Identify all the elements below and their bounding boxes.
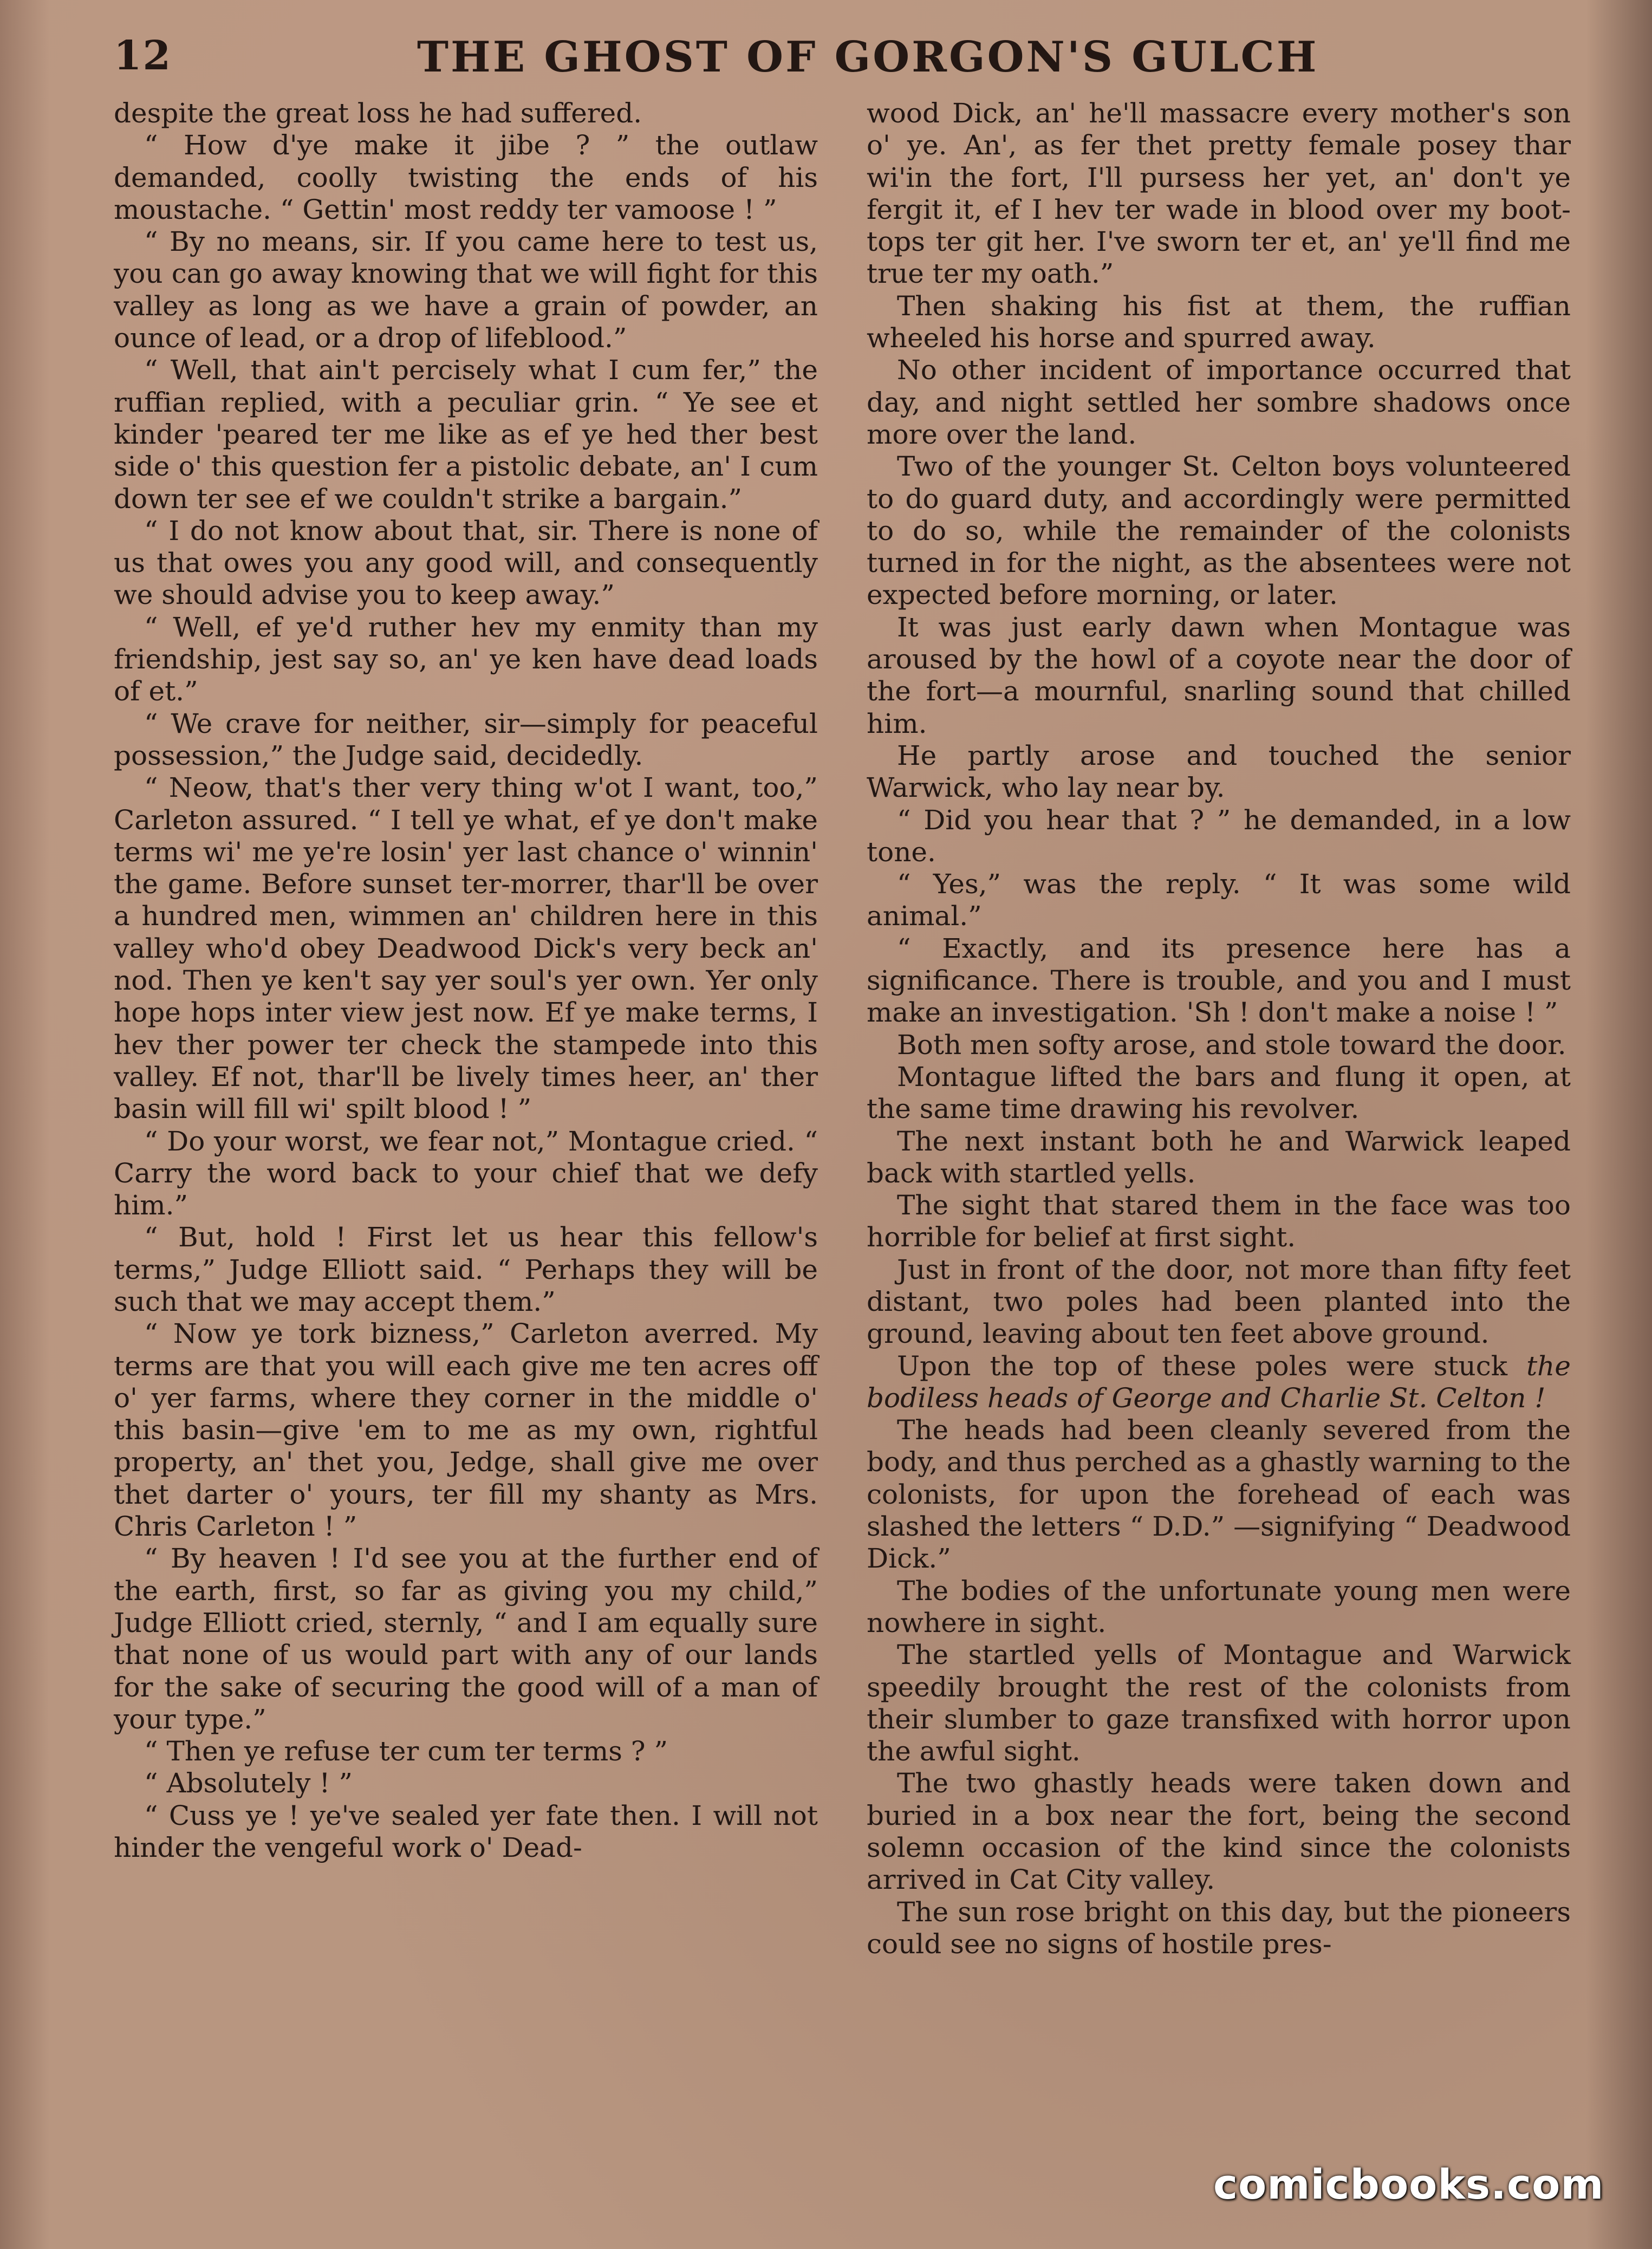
paragraph: “ Neow, that's ther very thing w'ot I want, too,” Carleton assured. “ I tell ye what, ef ye don't make terms wi' me ye're losin' yer last chance o' winnin' the game. Before sunset ter-morrer, thar'll be over a hundred men, wimmen an' children here in this valley who'd obey Deadwood Dick's very beck an' nod. Then ye ken't say yer soul's yer own. Yer only hope hops inter view jest now. Ef ye make terms, I hev ther power ter check the stampede into this valley. Ef not, thar'll be lively times heer, an' ther basin will fill wi' spilt blood ! ” [114, 772, 818, 1125]
paragraph: The two ghastly heads were taken down and buried in a box near the fort, being the second solemn occasion of the kind since the colonists arrived in Cat City valley. [867, 1767, 1571, 1896]
page-number: 12 [114, 32, 172, 79]
paragraph: “ Exactly, and its presence here has a significance. There is trouble, and you and I must make an investigation. 'Sh ! don't make a noise ! ” [867, 932, 1571, 1029]
paragraph: The startled yells of Montague and Warwick speedily brought the rest of the colonists from their slumber to gaze transfixed with horror upon the awful sight. [867, 1639, 1571, 1767]
paragraph: “ Well, ef ye'd ruther hev my enmity than my friendship, jest say so, an' ye ken have dead loads of et.” [114, 611, 818, 707]
paragraph: “ Then ye refuse ter cum ter terms ? ” [144, 1735, 668, 1767]
paragraph: “ Cuss ye ! ye've sealed yer fate then. I will not hinder the vengeful work o' Dead- [114, 1799, 818, 1864]
paragraph: The sight that stared them in the face was too horrible for belief at first sight. [867, 1190, 1571, 1253]
left-column [114, 98, 818, 1864]
paragraph: Two of the younger St. Celton boys volunteered to do guard duty, and accordingly were permitted to do so, while the remainder of the colonists turned in for the night, as the absentees were not expected before morning, or later. [867, 451, 1571, 611]
paragraph: “ By heaven ! I'd see you at the further end of the earth, first, so far as giving you my child,” Judge Elliott cried, sternly, “ and I am equally sure that none of us would part with any of our lands for the sake of securing the good will of a man of your type.” [114, 1543, 818, 1735]
paragraph: “ Do your worst, we fear not,” Montague cried. “ Carry the word back to your chief that we defy him.” [114, 1125, 818, 1221]
paragraph: “ Now ye tork bizness,” Carleton averred. My terms are that you will each give me ten acres off o' yer farms, where they corner in the middle o' this basin—give 'em to me as my own, rightful property, an' thet you, Jedge, shall give me over thet darter o' yours, ter fill my shanty as Mrs. Chris Carleton ! ” [114, 1318, 818, 1543]
paragraph: “ Yes,” was the reply. “ It was some wild animal.” [867, 868, 1571, 932]
paragraph: The next instant both he and Warwick leaped back with startled yells. [867, 1125, 1571, 1189]
paragraph: The heads had been cleanly severed from the body, and thus perched as a ghastly warning to the colonists, for upon the forehead of each was slashed the letters “ D.D.” —signifying “ Deadwood Dick.” [867, 1414, 1571, 1575]
paragraph: It was just early dawn when Montague was aroused by the howl of a coyote near the door of the fort—a mournful, snarling sound that chilled him. [867, 611, 1571, 739]
paragraph: No other incident of importance occurred that day, and night settled her sombre shadows once more over the land. [867, 354, 1571, 450]
paragraph: “ Absolutely ! ” [144, 1767, 353, 1799]
paragraph: “ Well, that ain't percisely what I cum fer,” the ruffian replied, with a peculiar grin. “ Ye see et kinder 'peared ter me like as ef ye hed ther best side o' this question fer a pistolic debate, an' I cum down ter see ef we couldn't strike a bargain.” [114, 354, 818, 515]
paragraph: Just in front of the door, not more than fifty feet distant, two poles had been planted into the ground, leaving about ten feet above ground. [867, 1253, 1571, 1350]
right-column [867, 98, 1571, 1960]
site-watermark: comicbooks.com [1213, 2160, 1604, 2208]
paragraph-text: Upon the top of these poles were stuck [897, 1350, 1508, 1382]
paragraph: “ We crave for neither, sir—simply for peaceful possession,” the Judge said, decidedly. [114, 707, 818, 771]
paragraph: despite the great loss he had suffered. [114, 98, 642, 129]
paragraph: Then shaking his fist at them, the ruffian wheeled his horse and spurred away. [867, 290, 1571, 354]
paragraph [867, 1350, 1571, 1415]
italic-emphasis: the bodiless heads of George and Charlie St. Celton ! [867, 1350, 1571, 1414]
page-header [114, 32, 1565, 92]
paragraph: “ I do not know about that, sir. There is none of us that owes you any good will, and consequently we should advise you to keep away.” [114, 515, 818, 611]
running-title: THE GHOST OF GORGON'S GULCH [417, 32, 1319, 82]
paragraph: He partly arose and touched the senior Warwick, who lay near by. [867, 739, 1571, 804]
paragraph: wood Dick, an' he'll massacre every mother's son o' ye. An', as fer thet pretty female posey thar wi'in the fort, I'll pursess her yet, an' don't ye fergit it, ef I hev ter wade in blood over my boot-tops ter git her. I've sworn ter et, an' ye'll find me true ter my oath.” [867, 98, 1571, 290]
paragraph: “ Did you hear that ? ” he demanded, in a low tone. [867, 804, 1571, 868]
paragraph: Both men softy arose, and stole toward the door. [897, 1029, 1566, 1061]
paragraph: “ By no means, sir. If you came here to test us, you can go away knowing that we will fight for this valley as long as we have a grain of powder, an ounce of lead, or a drop of lifeblood.” [114, 226, 818, 354]
paragraph: “ But, hold ! First let us hear this fellow's terms,” Judge Elliott said. “ Perhaps they will be such that we may accept them.” [114, 1221, 818, 1317]
paragraph: The bodies of the unfortunate young men were nowhere in sight. [867, 1575, 1571, 1639]
paragraph: The sun rose bright on this day, but the pioneers could see no signs of hostile pres- [867, 1896, 1571, 1960]
paragraph: Montague lifted the bars and flung it open, at the same time drawing his revolver. [867, 1061, 1571, 1125]
paragraph: “ How d'ye make it jibe ? ” the outlaw demanded, coolly twisting the ends of his moustache. “ Gettin' most reddy ter vamoose ! ” [114, 129, 818, 225]
